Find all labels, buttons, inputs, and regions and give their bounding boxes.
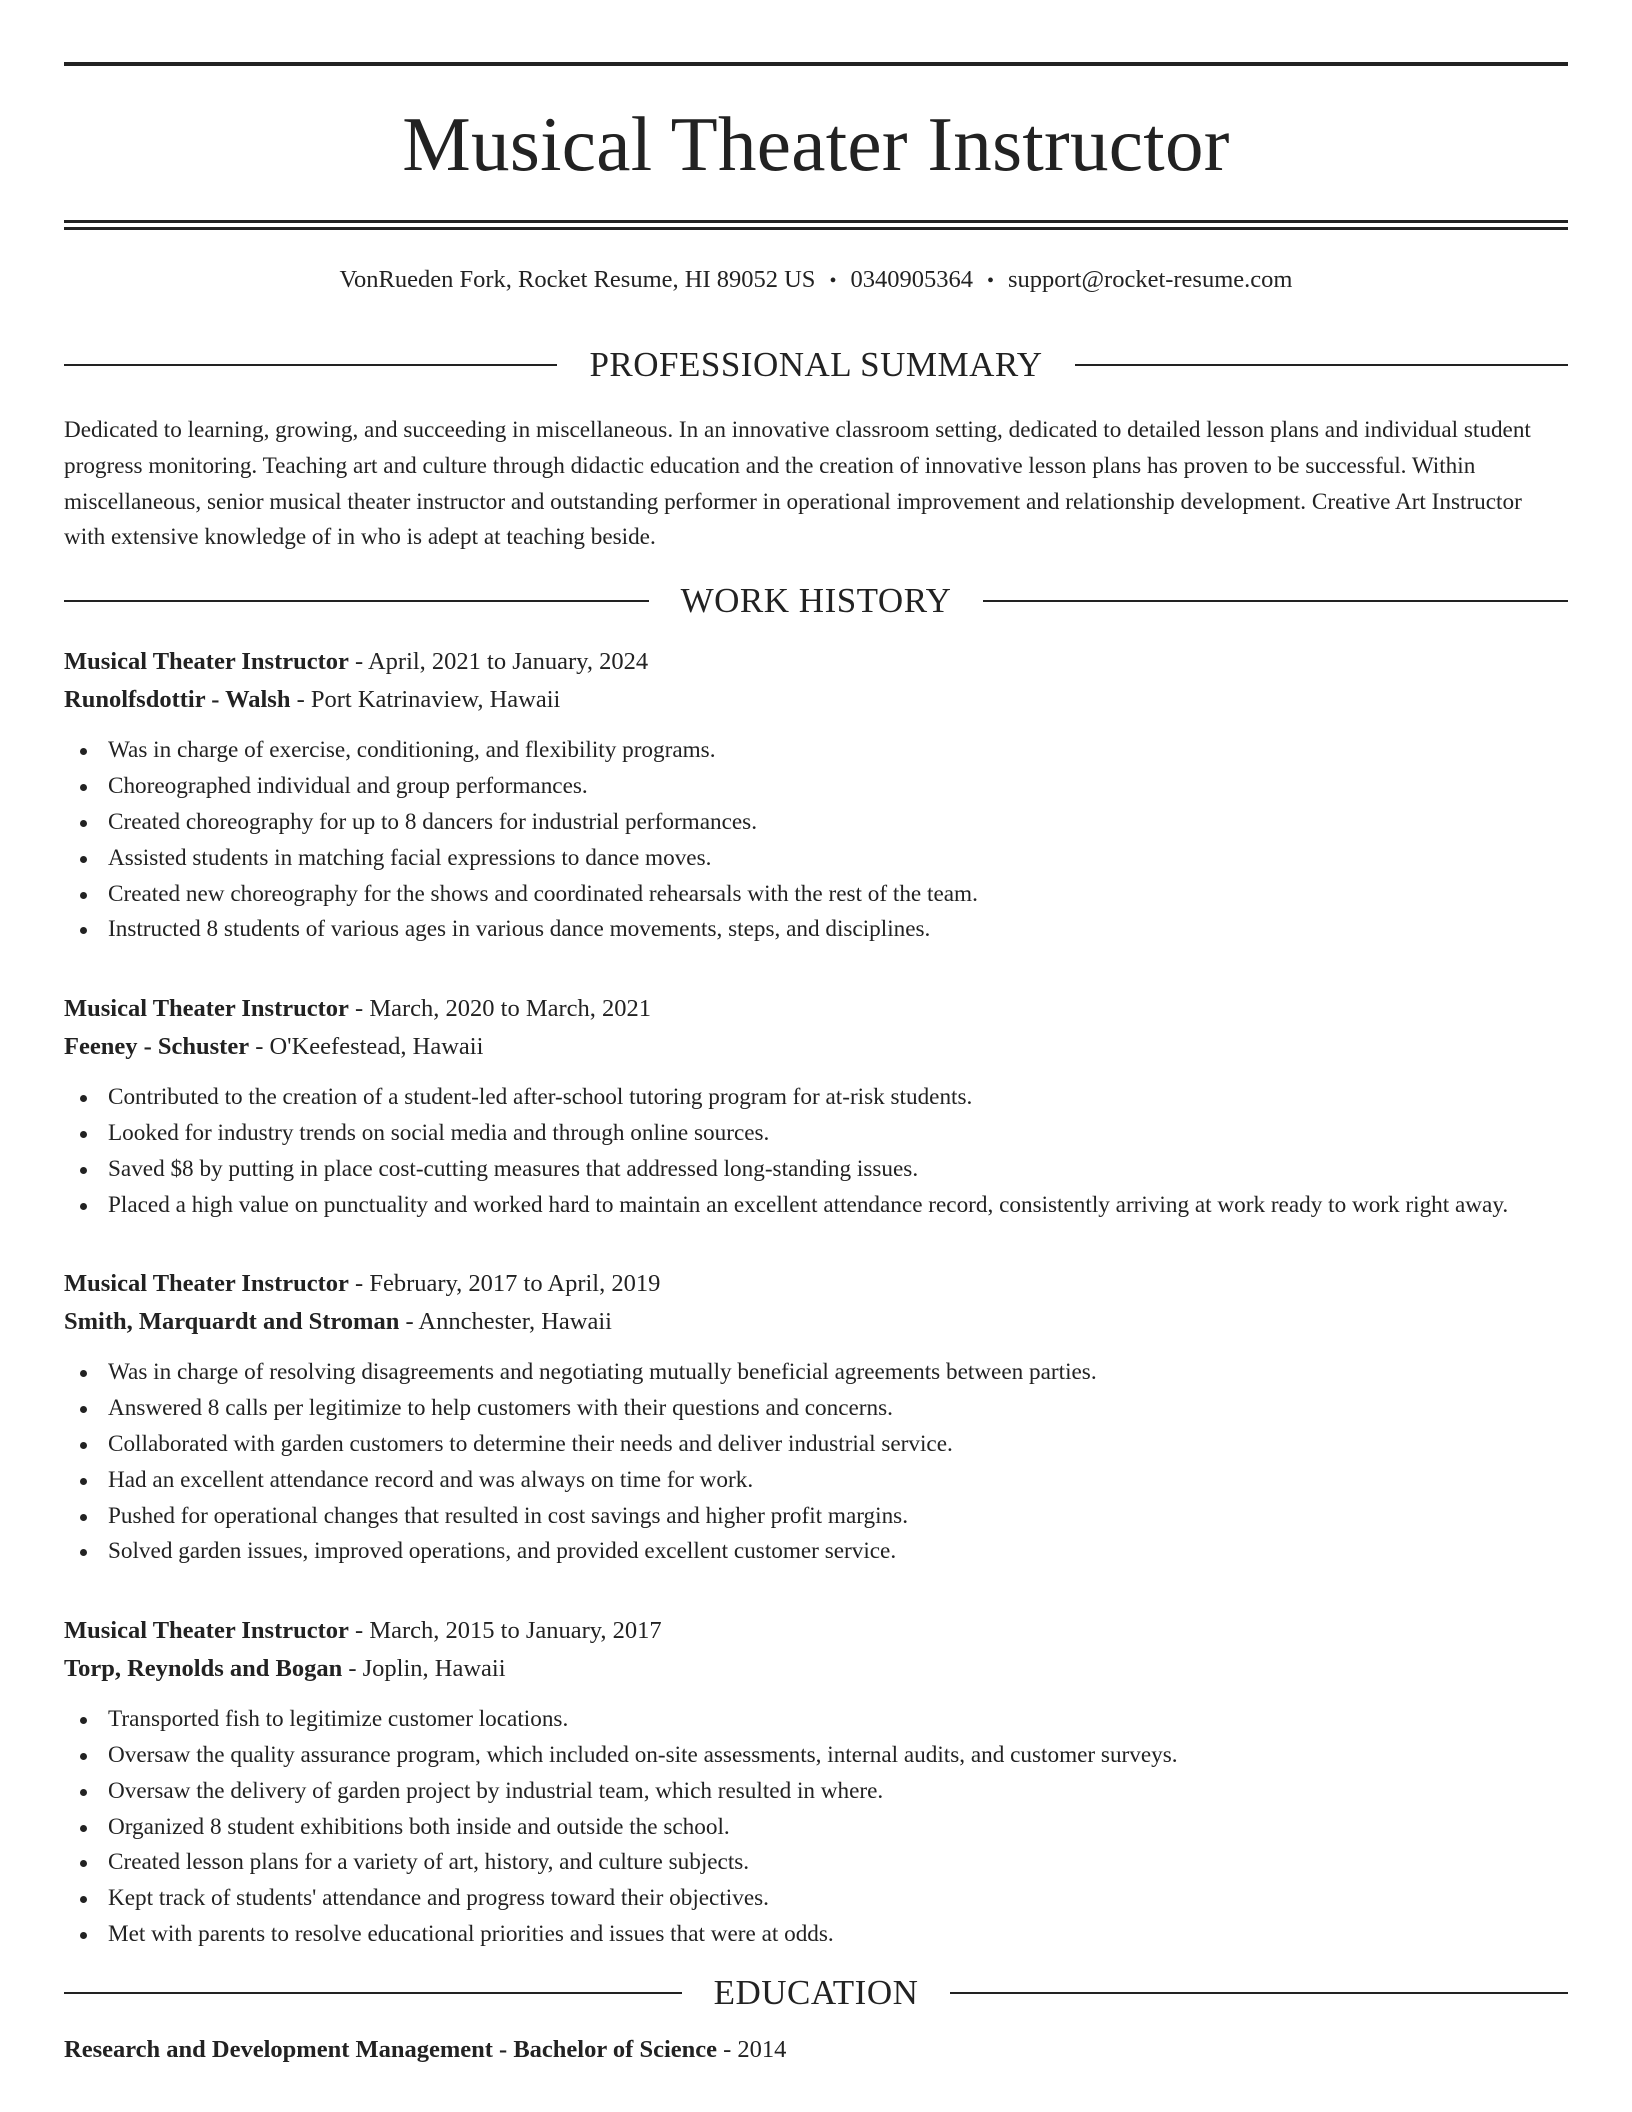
bullet-dot-icon <box>80 748 87 755</box>
job-company-line <box>64 1303 1568 1341</box>
contact-address: VonRueden Fork, Rocket Resume, HI 89052 US <box>339 266 816 293</box>
job-bullet <box>64 1116 1568 1152</box>
job-bullet-text: Contributed to the creation of a student-led after-school tutoring program for at-risk students. <box>108 1084 973 1111</box>
job-bullet <box>64 877 1568 913</box>
job-entry <box>64 1265 1568 1570</box>
job-title-line <box>64 643 1568 681</box>
bullet-dot-icon <box>80 927 87 934</box>
job-title: Musical Theater Instructor <box>64 1270 349 1298</box>
work-history-heading-label: WORK HISTORY <box>680 581 952 621</box>
bullet-dot-icon <box>80 1203 87 1210</box>
job-entry <box>64 1612 1568 1953</box>
bullet-dot-icon <box>80 1932 87 1939</box>
job-bullet <box>64 912 1568 948</box>
job-company: Feeney - Schuster <box>64 1033 250 1061</box>
job-bullet <box>64 1702 1568 1738</box>
job-bullet-text: Oversaw the quality assurance program, which included on-site assessments, internal audits, and customer surveys. <box>108 1741 1178 1768</box>
job-bullet-text: Looked for industry trends on social media and through online sources. <box>108 1119 770 1146</box>
job-bullet <box>64 1499 1568 1535</box>
top-rule <box>64 62 1568 66</box>
job-list <box>64 643 1568 1952</box>
job-dates: - February, 2017 to April, 2019 <box>348 1270 661 1298</box>
contact-separator: • <box>829 270 837 292</box>
education-year: - 2014 <box>717 2035 787 2063</box>
heading-rule-left <box>64 1992 682 1994</box>
job-bullet-text: Organized 8 student exhibitions both inside and outside the school. <box>108 1813 730 1840</box>
job-bullet-text: Assisted students in matching facial expressions to dance moves. <box>108 844 712 871</box>
bullet-dot-icon <box>80 1478 87 1485</box>
bullet-dot-icon <box>80 784 87 791</box>
bullet-dot-icon <box>80 1896 87 1903</box>
job-bullet <box>64 1774 1568 1810</box>
bullet-dot-icon <box>80 1370 87 1377</box>
job-bullet-list <box>64 1702 1568 1953</box>
bullet-dot-icon <box>80 1789 87 1796</box>
heading-rule-right <box>950 1992 1568 1994</box>
job-title: Musical Theater Instructor <box>64 995 349 1023</box>
job-location: - O'Keefestead, Hawaii <box>249 1033 484 1061</box>
job-bullet-text: Saved $8 by putting in place cost-cutting measures that addressed long-standing issues. <box>108 1155 919 1182</box>
job-title: Musical Theater Instructor <box>64 648 349 676</box>
job-dates: - March, 2020 to March, 2021 <box>348 995 652 1023</box>
job-title-line <box>64 1612 1568 1650</box>
bullet-dot-icon <box>80 1167 87 1174</box>
education-degree: Research and Development Management - Bachelor of Science <box>64 2035 717 2063</box>
heading-rule-left <box>64 600 649 602</box>
education-heading <box>64 1971 1568 2015</box>
job-bullet-text: Collaborated with garden customers to determine their needs and deliver industrial service. <box>108 1430 953 1457</box>
job-entry <box>64 643 1568 948</box>
job-bullet <box>64 769 1568 805</box>
job-bullet-text: Created new choreography for the shows and coordinated rehearsals with the rest of the team. <box>108 880 978 907</box>
contact-line <box>64 264 1568 297</box>
job-bullet <box>64 805 1568 841</box>
job-bullet <box>64 1810 1568 1846</box>
job-bullet <box>64 1463 1568 1499</box>
job-bullet-text: Was in charge of resolving disagreements and negotiating mutually beneficial agreements between parties. <box>108 1359 1097 1386</box>
bullet-dot-icon <box>80 1514 87 1521</box>
work-history-heading <box>64 579 1568 623</box>
job-bullet <box>64 1152 1568 1188</box>
bullet-dot-icon <box>80 1753 87 1760</box>
job-entry <box>64 990 1568 1223</box>
heading-rule-right <box>983 600 1568 602</box>
bullet-dot-icon <box>80 1825 87 1832</box>
job-bullet-text: Placed a high value on punctuality and worked hard to maintain an excellent attendance record, consistently arriving at work ready to work right away. <box>108 1191 1509 1218</box>
job-bullet <box>64 1917 1568 1953</box>
job-bullet-list <box>64 733 1568 948</box>
job-bullet <box>64 1881 1568 1917</box>
job-location: - Port Katrinaview, Hawaii <box>290 686 561 714</box>
job-location: - Joplin, Hawaii <box>342 1655 506 1683</box>
job-dates: - March, 2015 to January, 2017 <box>348 1617 662 1645</box>
bullet-dot-icon <box>80 820 87 827</box>
job-bullet <box>64 841 1568 877</box>
job-bullet <box>64 1391 1568 1427</box>
job-bullet-list <box>64 1080 1568 1223</box>
job-bullet-text: Solved garden issues, improved operations, and provided excellent customer service. <box>108 1538 897 1565</box>
summary-text: Dedicated to learning, growing, and succeeding in miscellaneous. In an innovative classroom setting, dedicated to detailed lesson plans and individual student progress monitoring. Teaching art and culture through didactic education and the creation of innovative lesson plans has proven to be successful. Within miscellaneous, senior musical theater instructor and outstanding performer in operational improvement and relationship development. Creative Art Instructor with extensive knowledge of in who is adept at teaching beside. <box>64 417 1531 551</box>
resume-title: Musical Theater Instructor <box>402 101 1230 187</box>
job-company-line <box>64 681 1568 719</box>
job-bullet <box>64 1845 1568 1881</box>
job-bullet <box>64 733 1568 769</box>
bullet-dot-icon <box>80 856 87 863</box>
job-title: Musical Theater Instructor <box>64 1617 349 1645</box>
title-double-rule <box>64 220 1568 230</box>
heading-rule-right <box>1075 364 1568 366</box>
bullet-dot-icon <box>80 892 87 899</box>
job-bullet-text: Was in charge of exercise, conditioning, and flexibility programs. <box>108 737 716 764</box>
job-bullet-text: Kept track of students' attendance and progress toward their objectives. <box>108 1885 769 1912</box>
job-company-line <box>64 1650 1568 1688</box>
contact-email[interactable]: support@rocket-resume.com <box>1007 266 1293 293</box>
job-title-line <box>64 990 1568 1028</box>
job-bullet-text: Instructed 8 students of various ages in various dance movements, steps, and disciplines. <box>108 916 931 943</box>
bullet-dot-icon <box>80 1442 87 1449</box>
job-location: - Annchester, Hawaii <box>399 1308 612 1336</box>
job-bullet-list <box>64 1355 1568 1570</box>
job-bullet <box>64 1534 1568 1570</box>
job-bullet-text: Pushed for operational changes that resulted in cost savings and higher profit margins. <box>108 1502 909 1529</box>
bullet-dot-icon <box>80 1549 87 1556</box>
job-bullet-text: Choreographed individual and group performances. <box>108 773 588 800</box>
job-company: Smith, Marquardt and Stroman <box>64 1308 400 1336</box>
bullet-dot-icon <box>80 1131 87 1138</box>
contact-phone: 0340905364 <box>850 266 973 293</box>
job-bullet-text: Met with parents to resolve educational priorities and issues that were at odds. <box>108 1920 834 1947</box>
education-entry <box>64 2031 1568 2069</box>
job-bullet-text: Answered 8 calls per legitimize to help customers with their questions and concerns. <box>108 1395 893 1422</box>
job-bullet <box>64 1427 1568 1463</box>
job-company-line <box>64 1028 1568 1066</box>
job-company: Torp, Reynolds and Bogan <box>64 1655 343 1683</box>
job-bullet-text: Had an excellent attendance record and was always on time for work. <box>108 1466 754 1493</box>
job-bullet <box>64 1355 1568 1391</box>
summary-heading-label: PROFESSIONAL SUMMARY <box>589 345 1043 384</box>
bullet-dot-icon <box>80 1095 87 1102</box>
job-bullet-text: Oversaw the delivery of garden project by industrial team, which resulted in where. <box>108 1777 884 1804</box>
job-company: Runolfsdottir - Walsh <box>64 686 291 714</box>
bullet-dot-icon <box>80 1717 87 1724</box>
job-bullet-text: Created lesson plans for a variety of art, history, and culture subjects. <box>108 1849 750 1876</box>
job-title-line <box>64 1265 1568 1303</box>
education-heading-label: EDUCATION <box>713 1972 919 2012</box>
job-bullet <box>64 1188 1568 1224</box>
job-bullet <box>64 1080 1568 1116</box>
contact-separator: • <box>986 270 994 292</box>
job-dates: - April, 2021 to January, 2024 <box>348 648 649 676</box>
job-bullet-text: Transported fish to legitimize customer locations. <box>108 1706 569 1733</box>
summary-heading <box>64 343 1568 387</box>
heading-rule-left <box>64 364 557 366</box>
bullet-dot-icon <box>80 1860 87 1867</box>
job-bullet-text: Created choreography for up to 8 dancers for industrial performances. <box>108 808 758 835</box>
bullet-dot-icon <box>80 1406 87 1413</box>
job-bullet <box>64 1738 1568 1774</box>
